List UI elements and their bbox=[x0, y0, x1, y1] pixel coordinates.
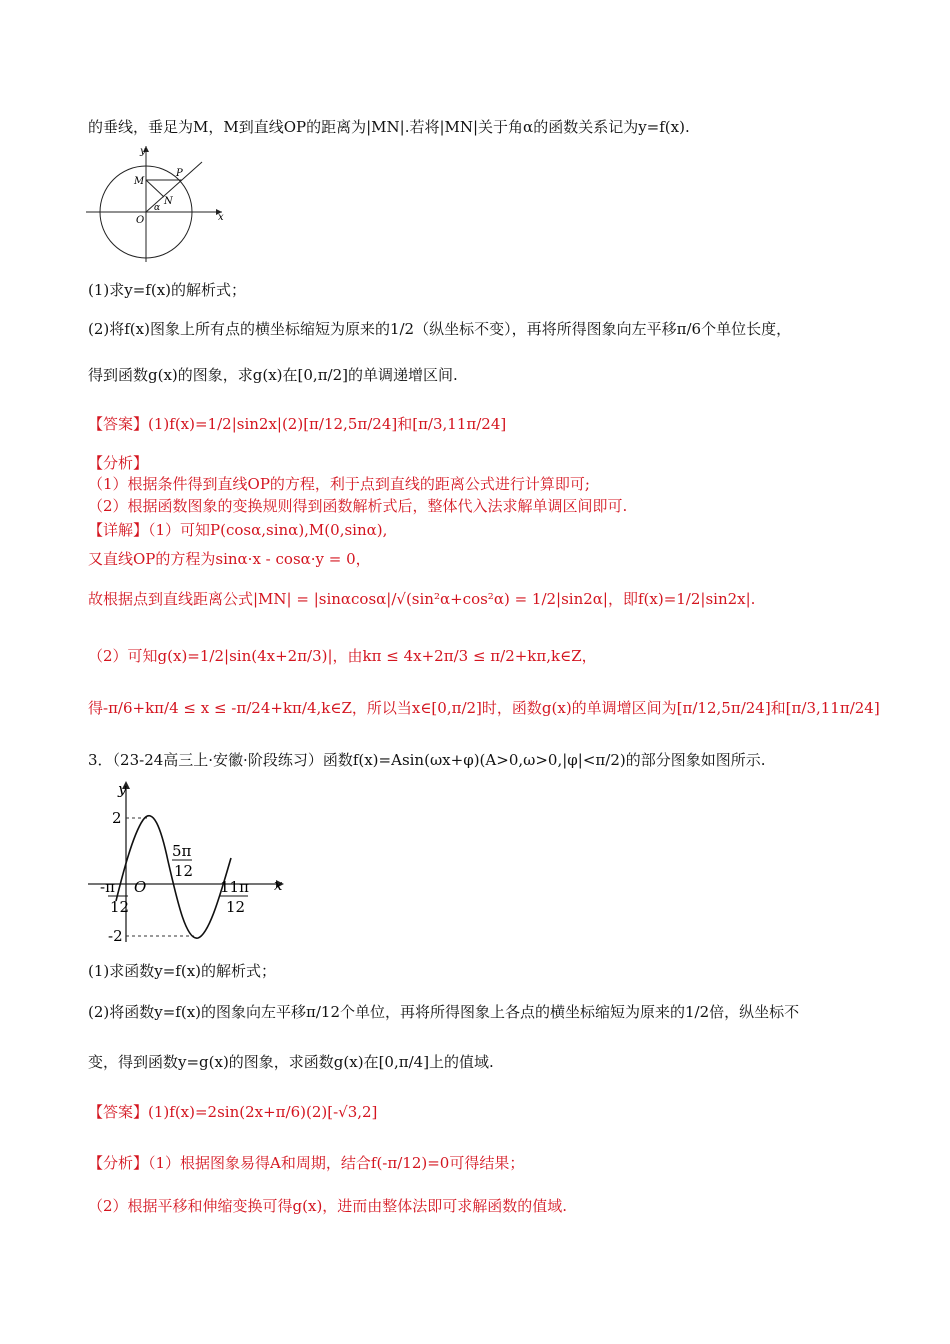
problem-3-q2-part1: (2)将函数y=f(x)的图象向左平移π/12个单位，再将所得图象上各点的横坐标缩短为原来的1/2倍，纵坐标不 bbox=[88, 1003, 800, 1021]
y-tick-2: 2 bbox=[112, 809, 122, 827]
question-2-part2: 得到函数g(x)的图象，求g(x)在[0,π/2]的单调递增区间. bbox=[88, 366, 458, 384]
analysis-step-1: （1）根据条件得到直线OP的方程，利于点到直线的距离公式进行计算即可; bbox=[88, 475, 590, 493]
x-tick-5pi-num: 5π bbox=[172, 842, 192, 860]
question-1: (1)求y=f(x)的解析式； bbox=[88, 281, 247, 299]
problem-3-answer bbox=[88, 1101, 377, 1123]
problem-3-analysis-1 bbox=[88, 1152, 524, 1174]
x-tick-negpi-den: 12 bbox=[110, 898, 130, 916]
y-axis-label: y bbox=[118, 780, 127, 798]
text-line: 的垂线，垂足为M，M到直线OP的距离为|MN|.若将|MN|关于角α的函数关系记为y=f(x). bbox=[88, 118, 690, 136]
x-axis-label: x bbox=[274, 876, 283, 894]
point-m-label: M bbox=[134, 176, 145, 187]
unit-circle-figure bbox=[84, 140, 229, 270]
x-tick-negpi-num: -π bbox=[100, 878, 115, 896]
x-tick-5pi-den: 12 bbox=[174, 862, 194, 880]
analysis-step-2: （2）根据函数图象的变换规则得到函数解析式后，整体代入法求解单调区间即可. bbox=[88, 497, 628, 515]
answer-label: 【答案】 bbox=[88, 1103, 149, 1121]
detail-step-1: （1）可知P(cosα,sinα),M(0,sinα), bbox=[148, 521, 388, 539]
problem-3-q1: (1)求函数y=f(x)的解析式； bbox=[88, 962, 277, 980]
detail-line-1 bbox=[88, 519, 387, 541]
point-n-label: N bbox=[164, 196, 173, 207]
detail-step-5: 得-π/6+kπ/4 ≤ x ≤ -π/24+kπ/4,k∈Z，所以当x∈[0,π/2]时，函数g(x)的单调增区间为[π/12,5π/24]和[π/3,11π/24] bbox=[88, 699, 880, 717]
detail-label: 【详解】 bbox=[88, 521, 149, 539]
x-tick-11pi-den: 12 bbox=[226, 898, 246, 916]
detail-step-3: 故根据点到直线距离公式|MN| = |sinαcosα|/√(sin²α+cos²α) = 1/2|sin2α|，即f(x)=1/2|sin2x|. bbox=[88, 590, 756, 608]
detail-step-4: （2）可知g(x)=1/2|sin(4x+2π/3)|，由kπ ≤ 4x+2π/3 ≤ π/2+kπ,k∈Z， bbox=[88, 647, 597, 665]
analysis-label: 【分析】 bbox=[88, 1154, 149, 1172]
origin-label: O bbox=[134, 878, 147, 896]
analysis-label: 【分析】 bbox=[88, 454, 149, 472]
answer-content: (1)f(x)=2sin(2x+π/6)(2)[-√3,2] bbox=[148, 1103, 378, 1121]
detail-step-2: 又直线OP的方程为sinα·x - cosα·y = 0， bbox=[88, 550, 371, 568]
y-axis-label: y bbox=[140, 146, 146, 157]
analysis-content: （1）根据图象易得A和周期，结合f(-π/12)=0可得结果； bbox=[148, 1154, 525, 1172]
origin-label: O bbox=[136, 215, 145, 226]
question-2-part1: (2)将f(x)图象上所有点的横坐标缩短为原来的1/2（纵坐标不变），再将所得图象向左平移π/6个单位长度， bbox=[88, 320, 792, 338]
problem-3-statement: 3．（23-24高三上·安徽·阶段练习）函数f(x)=Asin(ωx+φ)(A>0,ω>0,|φ|<π/2)的部分图象如图所示. bbox=[88, 751, 766, 769]
problem-3-analysis-2: （2）根据平移和伸缩变换可得g(x)，进而由整体法即可求解函数的值域. bbox=[88, 1197, 568, 1215]
answer-line bbox=[88, 413, 506, 435]
problem-3-q2-part2: 变，得到函数y=g(x)的图象，求函数g(x)在[0,π/4]上的值域. bbox=[88, 1053, 494, 1071]
x-tick-11pi-num: 11π bbox=[220, 878, 249, 896]
point-p-label: P bbox=[176, 168, 183, 179]
answer-content: (1)f(x)=1/2|sin2x|(2)[π/12,5π/24]和[π/3,11π/24] bbox=[148, 415, 507, 433]
sine-graph-figure bbox=[86, 776, 291, 948]
angle-alpha-label: α bbox=[154, 203, 161, 213]
answer-label: 【答案】 bbox=[88, 415, 149, 433]
y-tick-neg2: -2 bbox=[108, 927, 123, 945]
x-axis-label: x bbox=[218, 212, 224, 223]
